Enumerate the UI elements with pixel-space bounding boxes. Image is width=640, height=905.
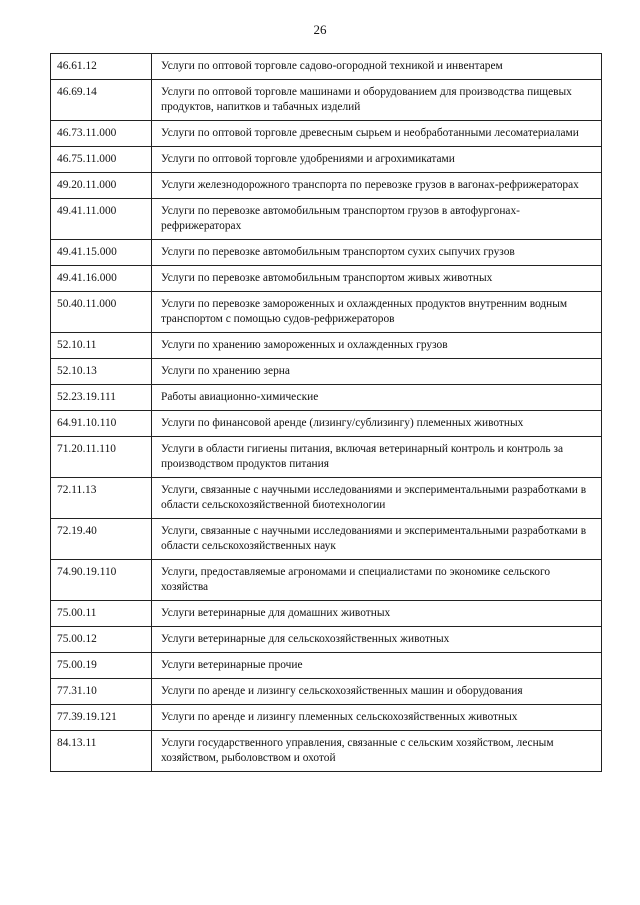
description-cell: Услуги, связанные с научными исследованиями и экспериментальными разработками в области сельскохозяйственной биотехнологии [152,478,602,519]
code-cell: 77.31.10 [51,679,152,705]
description-cell: Работы авиационно-химические [152,385,602,411]
code-cell: 50.40.11.000 [51,292,152,333]
description-cell: Услуги по оптовой торговле удобрениями и агрохимикатами [152,147,602,173]
code-cell: 64.91.10.110 [51,411,152,437]
code-cell: 46.75.11.000 [51,147,152,173]
table-row [51,679,602,705]
description-cell: Услуги по оптовой торговле машинами и оборудованием для производства пищевых продуктов, напитков и табачных изделий [152,80,602,121]
code-cell: 75.00.11 [51,601,152,627]
code-cell: 49.41.16.000 [51,266,152,292]
description-cell: Услуги по оптовой торговле древесным сырьем и необработанными лесоматериалами [152,121,602,147]
table-row [51,121,602,147]
page-number: 26 [313,22,327,37]
code-cell: 46.69.14 [51,80,152,121]
description-cell: Услуги по перевозке автомобильным транспортом живых животных [152,266,602,292]
table-row [51,519,602,560]
code-cell: 75.00.12 [51,627,152,653]
code-cell: 77.39.19.121 [51,705,152,731]
code-cell: 74.90.19.110 [51,560,152,601]
description-cell: Услуги по перевозке автомобильным транспортом сухих сыпучих грузов [152,240,602,266]
description-cell: Услуги, предоставляемые агрономами и специалистами по экономике сельского хозяйства [152,560,602,601]
table-row [51,199,602,240]
code-cell: 49.41.15.000 [51,240,152,266]
description-cell: Услуги ветеринарные для домашних животных [152,601,602,627]
code-cell: 46.61.12 [51,54,152,80]
description-cell: Услуги по хранению замороженных и охлажденных грузов [152,333,602,359]
table-row [51,333,602,359]
description-cell: Услуги по аренде и лизингу сельскохозяйственных машин и оборудования [152,679,602,705]
description-cell: Услуги железнодорожного транспорта по перевозке грузов в вагонах-рефрижераторах [152,173,602,199]
table-row [51,437,602,478]
table-row [51,731,602,772]
table-row [51,653,602,679]
code-cell: 52.23.19.111 [51,385,152,411]
description-cell: Услуги государственного управления, связанные с сельским хозяйством, лесным хозяйством, рыболовством и охотой [152,731,602,772]
table-row [51,80,602,121]
table-row [51,560,602,601]
table-row [51,601,602,627]
table-row [51,54,602,80]
table-row [51,705,602,731]
table-row [51,240,602,266]
description-cell: Услуги по финансовой аренде (лизингу/сублизингу) племенных животных [152,411,602,437]
services-table [50,53,602,772]
table-row [51,292,602,333]
description-cell: Услуги по перевозке автомобильным транспортом грузов в автофургонах-рефрижераторах [152,199,602,240]
description-cell: Услуги по перевозке замороженных и охлажденных продуктов внутренним водным транспортом с помощью судов-рефрижераторов [152,292,602,333]
table-row [51,173,602,199]
table-row [51,627,602,653]
table-row [51,385,602,411]
code-cell: 84.13.11 [51,731,152,772]
description-cell: Услуги по аренде и лизингу племенных сельскохозяйственных животных [152,705,602,731]
table-row [51,478,602,519]
code-cell: 52.10.13 [51,359,152,385]
code-cell: 72.19.40 [51,519,152,560]
description-cell: Услуги в области гигиены питания, включая ветеринарный контроль и контроль за производством продуктов питания [152,437,602,478]
table-row [51,411,602,437]
table-row [51,147,602,173]
code-cell: 46.73.11.000 [51,121,152,147]
code-cell: 71.20.11.110 [51,437,152,478]
description-cell: Услуги по оптовой торговле садово-огородной техникой и инвентарем [152,54,602,80]
code-cell: 52.10.11 [51,333,152,359]
description-cell: Услуги по хранению зерна [152,359,602,385]
table-row [51,266,602,292]
description-cell: Услуги ветеринарные для сельскохозяйственных животных [152,627,602,653]
description-cell: Услуги, связанные с научными исследованиями и экспериментальными разработками в области сельскохозяйственных наук [152,519,602,560]
services-table-body [51,54,602,772]
code-cell: 75.00.19 [51,653,152,679]
description-cell: Услуги ветеринарные прочие [152,653,602,679]
code-cell: 49.20.11.000 [51,173,152,199]
code-cell: 72.11.13 [51,478,152,519]
table-row [51,359,602,385]
code-cell: 49.41.11.000 [51,199,152,240]
